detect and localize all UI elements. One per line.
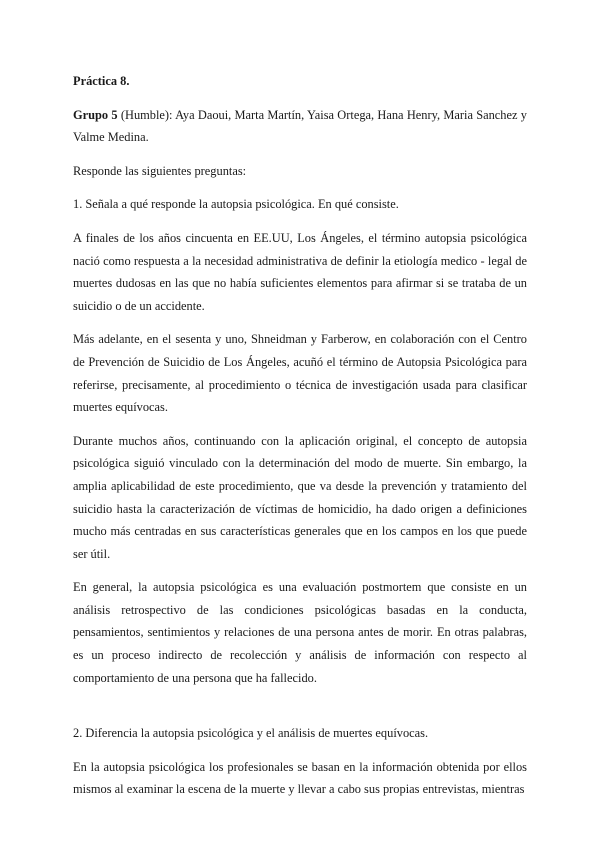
q1-paragraph-2: Más adelante, en el sesenta y uno, Shneidman y Farberow, en colaboración con el Centro de Prevención de Suicidio de Los Ángeles, acuñó el término de Autopsia Psicológica para referirse, precisamente, al procedimiento o técnica de investigación usada para clasificar muertes equívocas. [73, 332, 527, 415]
group-members: (Humble): Aya Daoui, Marta Martín, Yaisa Ortega, Hana Henry, Maria Sanchez y Valme Medina. [73, 107, 527, 145]
q1-paragraph-3: Durante muchos años, continuando con la aplicación original, el concepto de autopsia psicológica siguió vinculado con la determinación del modo de muerte. Sin embargo, la amplia aplicabilidad de este procedimiento, que va desde la prevención y tratamiento del suicidio hasta la caracterización de víctimas de homicidio, ha dado origen a definiciones mucho más centradas en sus características generales que en los campos en los que puede ser útil. [73, 433, 527, 561]
q2-paragraph-1: En la autopsia psicológica los profesionales se basan en la información obtenida por ellos mismos al examinar la escena de la muerte y llevar a cabo sus propias entrevistas, mientras [73, 759, 527, 797]
document-page [73, 70, 527, 812]
group-label: Grupo 5 [73, 107, 118, 122]
q1-paragraph-4: En general, la autopsia psicológica es una evaluación postmortem que consiste en un análisis retrospectivo de las condiciones psicológicas basadas en la conducta, pensamientos, sentimientos y relaciones de una persona antes de morir. En otras palabras, es un proceso indirecto de recolección y análisis de información con respecto al comportamiento de una persona que ha fallecido. [73, 580, 527, 685]
document-title: Práctica 8. [73, 74, 130, 88]
section-spacer [73, 700, 527, 722]
group-line [73, 104, 527, 149]
q1-paragraph-1: A finales de los años cincuenta en EE.UU, Los Ángeles, el término autopsia psicológica nació como respuesta a la necesidad administrativa de definir la etiología medico - legal de muertes dudosas en las que no había suficientes elementos para afirmar si se trataba de un suicidio o de un accidente. [73, 230, 527, 313]
instruction-text: Responde las siguientes preguntas: [73, 163, 247, 178]
question-1-heading: 1. Señala a qué responde la autopsia psicológica. En qué consiste. [73, 197, 399, 212]
question-2-heading: 2. Diferencia la autopsia psicológica y el análisis de muertes equívocas. [73, 726, 429, 741]
